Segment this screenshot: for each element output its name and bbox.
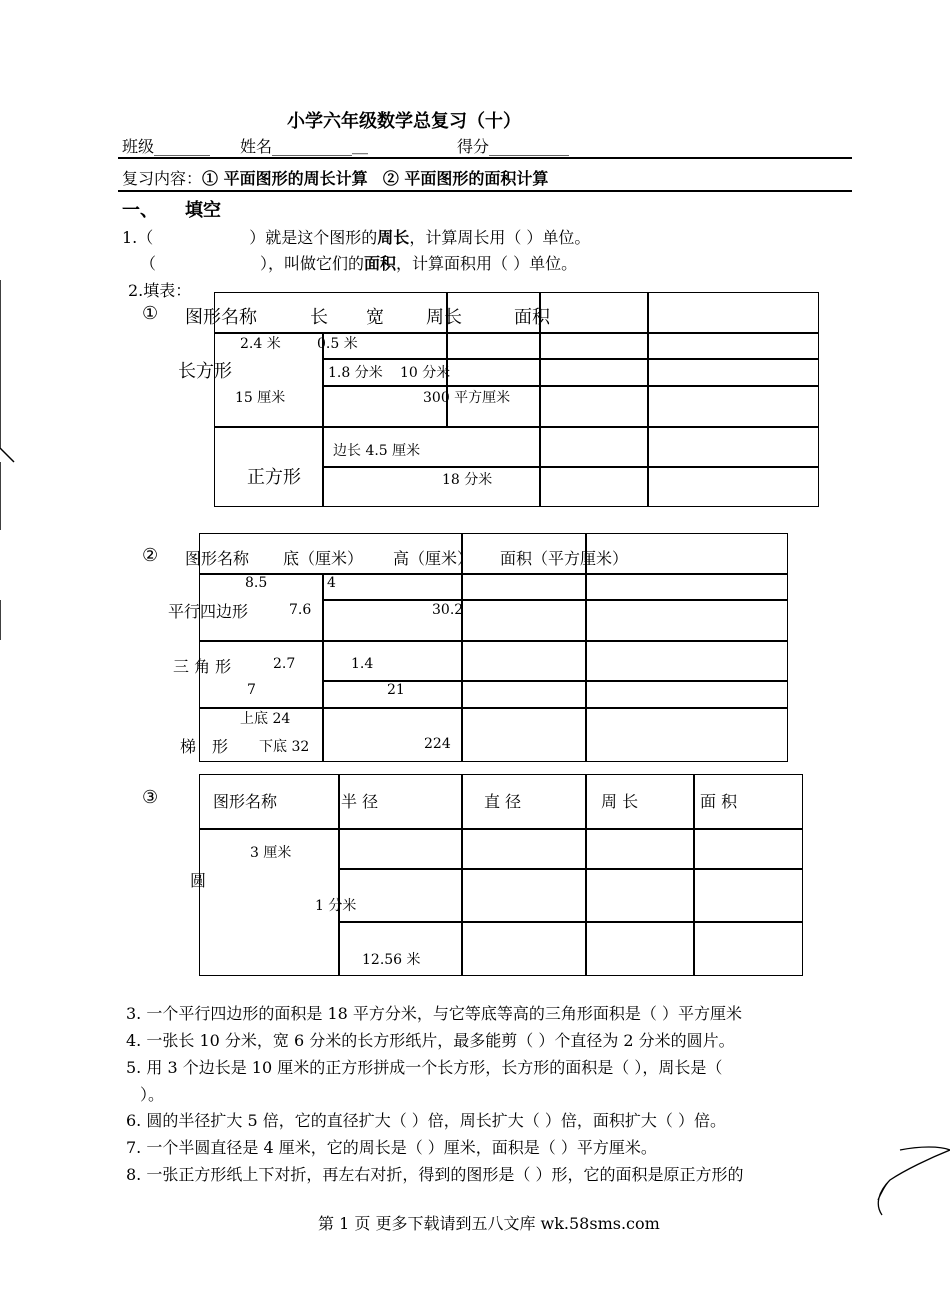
q1-open: 1.（ [122, 228, 154, 247]
scribble-mark [878, 1147, 950, 1215]
table3-header-perimeter: 周 长 [601, 792, 639, 811]
table2-cell: 7 [247, 682, 256, 698]
left-margin-bracket [0, 280, 14, 462]
score-field-label: 得分__________ [457, 137, 570, 156]
table2-header-shape: 图形名称 [185, 549, 250, 568]
table1-cell: 10 分米 [400, 365, 451, 381]
table2-header-base: 底（厘米） [283, 549, 364, 568]
q1-open-2: （ [140, 254, 157, 273]
section-number: 一、 [122, 200, 158, 221]
table1-header-shape: 图形名称 [185, 307, 257, 328]
question-5: 5. 用 3 个边长是 10 厘米的正方形拼成一个长方形，长方形的面积是（ ），周长是（ [126, 1058, 723, 1077]
table2-cell: 1.4 [351, 656, 374, 672]
q1-keyword-area: 面积 [364, 254, 397, 273]
table3-cell: 3 厘米 [250, 845, 292, 861]
table2-cell: 7.6 [289, 602, 312, 618]
table1-header-area: 面积 [514, 307, 550, 328]
question-4: 4. 一张长 10 分米，宽 6 分米的长方形纸片，最多能剪（ ）个直径为 2 分米的圆片。 [126, 1031, 735, 1050]
table3-number: ③ [142, 787, 159, 808]
table1-cell: 18 分米 [442, 472, 493, 488]
table1-cell: 2.4 米 [240, 336, 281, 352]
table2-cell: 下底 32 [259, 739, 310, 755]
table2-number: ② [142, 545, 159, 566]
name-field-label: 姓名__________＿ [240, 137, 369, 156]
table1-header-perimeter: 周长 [426, 307, 462, 328]
table2-trapezoid-name-a: 梯 [180, 737, 197, 756]
q1-text-c: ），叫做它们的 [260, 254, 365, 273]
table3-circle-name: 圆 [190, 871, 207, 890]
table1-header-length: 长 [310, 307, 328, 328]
table2-trapezoid-name-b: 形 [212, 737, 229, 756]
page-footer: 第 1 页 更多下载请到五八文库 wk.58sms.com [318, 1214, 660, 1233]
table1-cell: 边长 4.5 厘米 [333, 443, 421, 459]
question-3: 3. 一个平行四边形的面积是 18 平方分米，与它等底等高的三角形面积是（ ）平方厘米 [126, 1004, 742, 1023]
table3-header-area: 面 积 [700, 792, 738, 811]
question-8: 8. 一张正方形纸上下对折，再左右对折，得到的图形是（ ）形，它的面积是原正方形的 [126, 1165, 744, 1184]
table3-header-diameter: 直 径 [484, 792, 522, 811]
q1-keyword-perimeter: 周长 [377, 228, 410, 247]
review-prefix: 复习内容： [122, 169, 203, 188]
page-title: 小学六年级数学总复习（十） [287, 111, 521, 132]
q1-text-b: ，计算周长用（ ）单位。 [409, 228, 591, 247]
table2-header-area: 面积（平方厘米） [500, 549, 629, 568]
table2-cell: 2.7 [273, 656, 296, 672]
table1-cell: 0.5 米 [317, 336, 358, 352]
table2-cell: 8.5 [245, 575, 268, 591]
section-title: 填空 [185, 200, 221, 221]
table2-cell: 224 [424, 736, 451, 752]
table2-cell: 4 [327, 575, 336, 591]
question-6: 6. 圆的半径扩大 5 倍，它的直径扩大（ ）倍，周长扩大（ ）倍，面积扩大（ ）倍。 [126, 1111, 726, 1130]
table2-parallelogram-name: 平行四边形 [168, 602, 249, 621]
table2-triangle-name: 三 角 形 [173, 657, 232, 676]
review-item-area: ② 平面图形的面积计算 [382, 169, 549, 188]
table2-cell: 30.2 [432, 602, 464, 618]
q1-text-d: ，计算面积用（ ）单位。 [396, 254, 578, 273]
table2-cell: 21 [387, 682, 405, 698]
table1-square-name: 正方形 [247, 467, 301, 488]
question-2-label: 2.填表： [128, 281, 192, 300]
table3-cell: 12.56 米 [362, 952, 421, 968]
table1-cell: 15 厘米 [235, 390, 286, 406]
table2-header-height: 高（厘米） [393, 549, 474, 568]
table3-cell: 1 分米 [315, 898, 357, 914]
table3-header-shape: 图形名称 [213, 792, 278, 811]
table2-cell: 上底 24 [240, 711, 291, 727]
q1-text-a: ）就是这个图形的 [249, 228, 378, 247]
table1-number: ① [142, 303, 159, 324]
table1-cell: 1.8 分米 [328, 365, 383, 381]
question-7: 7. 一个半圆直径是 4 厘米，它的周长是（ ）厘米，面积是（ ）平方厘米。 [126, 1138, 657, 1157]
table1-cell: 300 平方厘米 [423, 390, 511, 406]
review-item-perimeter: ① 平面图形的周长计算 [202, 169, 368, 188]
class-field-label: 班级_______ [122, 137, 211, 156]
question-5-continued: ）。 [140, 1085, 165, 1104]
table3-header-radius: 半 径 [341, 792, 379, 811]
table1-header-width: 宽 [366, 307, 384, 328]
table1-rect-name: 长方形 [178, 361, 232, 382]
